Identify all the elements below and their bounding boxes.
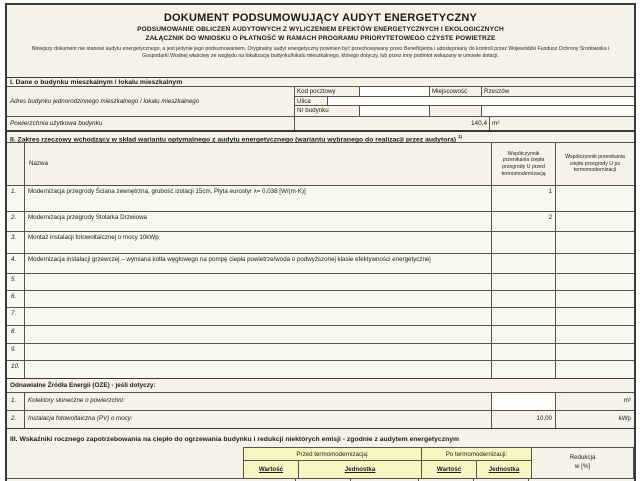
address-block — [7, 86, 634, 116]
row-number: 3. — [7, 232, 25, 253]
address-subtable — [295, 87, 634, 116]
table-row — [7, 360, 634, 378]
table-row — [7, 185, 634, 211]
row-name — [25, 274, 492, 290]
row-u-after — [556, 212, 634, 231]
street-field — [328, 97, 634, 106]
oze-row-number: 1. — [7, 393, 25, 410]
address-label: Adres budynku jednorodzinnego mieszkalnego / lokalu mieszkalnego — [7, 87, 295, 116]
document-subtitle-2: ZAŁĄCZNIK DO WNIOSKU O PŁATNOŚĆ W RAMACH PROGRAMU PRIORYTETOWEGO CZYSTE POWIETRZE — [145, 35, 496, 42]
indicators-table-header — [7, 447, 634, 478]
document-title: DOKUMENT PODSUMOWUJĄCY AUDYT ENERGETYCZNY — [163, 12, 478, 24]
row-name — [25, 344, 492, 360]
oze-row-value: 10,00 — [492, 411, 556, 428]
row-u-before — [492, 291, 556, 307]
before-value-header: Wartość — [244, 461, 299, 478]
col-u-before-header: Współczynnik przenikania ciepła przegrody U przed termomodernizacją — [492, 143, 556, 185]
col-name-header: Nazwa — [25, 143, 492, 185]
building-no-spacer-cell — [430, 106, 482, 116]
disclaimer-text: Niniejszy dokument nie stanowi audytu energetycznego, a jest jedynie jego podsumowaniem. Oryginalny audyt energetyczny powinien być przechowywany przez Beneficjenta i udostępniany do kontroli przez Wojewódzki Fundusz Ochrony Środowiska i Gospodarki Wodnej właściwy ze względu na lokalizację budynku/lokalu mieszkalnego, którego dotyczy, lub przez inny podmiot wskazany w umowie dotacji. — [31, 46, 610, 60]
table-row — [7, 343, 634, 360]
row-name: Modernizacja instalacji grzewczej – wymiana kotła węglowego na pompę ciepła powietrze/woda o podwyższonej klasie efektywności energetycznej — [25, 254, 492, 273]
section-2-title — [7, 130, 634, 142]
row-u-after — [556, 254, 634, 273]
address-row-postal — [295, 87, 634, 97]
row-u-after — [556, 291, 634, 307]
row-u-before: 1 — [492, 186, 556, 211]
after-value-header: Wartość — [422, 461, 477, 478]
oze-row-unit: kWp — [618, 415, 631, 422]
row-name: Modernizacja przegrody Stolarka Drzwiowa — [25, 212, 492, 231]
row-u-before: 2 — [492, 212, 556, 231]
before-group — [244, 448, 422, 478]
row-u-after — [556, 232, 634, 253]
row-u-after — [556, 361, 634, 378]
row-number: 9. — [7, 344, 25, 360]
oze-row-number: 2. — [7, 411, 25, 428]
row-number: 8. — [7, 326, 25, 343]
table-row — [7, 231, 634, 253]
oze-section-title: Odnawialne Źródła Energii (OZE) - jeśli dotyczy: — [7, 378, 634, 392]
table-row — [7, 307, 634, 325]
document-subtitle-1: PODSUMOWANIE OBLICZEŃ AUDYTOWYCH Z WYLICZENIEM EFEKTÓW ENERGETYCZNYCH I EKOLOGICZNYCH — [137, 26, 504, 33]
row-number: 6. — [7, 291, 25, 307]
building-no-label: Nr budynku — [295, 106, 360, 116]
row-u-before — [492, 254, 556, 273]
postal-code-label: Kod pocztowy — [295, 87, 360, 96]
row-u-before — [492, 232, 556, 253]
row-u-after — [556, 186, 634, 211]
indicators-header-block — [243, 447, 634, 478]
table-row — [7, 290, 634, 307]
street-label: Ulica — [295, 97, 328, 106]
city-field: Rzeszów — [484, 88, 510, 95]
table-row — [7, 211, 634, 231]
reduction-unit-label: w [%] — [574, 463, 591, 470]
row-name — [25, 291, 492, 307]
row-number: 5. — [7, 274, 25, 290]
row-number: 10. — [7, 361, 25, 378]
after-unit-header: Jednostka — [477, 461, 532, 478]
after-retrofit-header: Po termomodernizacji: — [422, 448, 532, 460]
row-name: Modernizacja przegrody Ściana zewnętrzna, grubość izolacji 15cm, Płyta eurostyr λ= 0,038 [W/(m·K)] — [25, 186, 492, 211]
row-u-after — [556, 308, 634, 325]
row-number: 1. — [7, 186, 25, 211]
table-row — [7, 273, 634, 290]
row-u-after — [556, 326, 634, 343]
postal-code-field — [360, 87, 430, 96]
building-no-extra-field — [482, 106, 634, 116]
address-row-building — [295, 106, 634, 116]
oze-row — [7, 392, 634, 410]
address-row-street — [295, 97, 634, 107]
measures-table-header — [7, 142, 634, 185]
section-1-title: I. Dane o budynku mieszkalnym / lokalu mieszkalnym — [7, 77, 634, 86]
section-2-title-text: II. Zakres rzeczowy wchodzący w skład wariantu optymalnego z audytu energetycznego (wariantu wybranego do realizacji przez audytora) — [10, 136, 457, 144]
row-u-after — [556, 274, 634, 290]
reduction-header — [532, 448, 633, 478]
row-u-after — [556, 344, 634, 360]
table-row — [7, 325, 634, 343]
form-header — [7, 5, 634, 77]
oze-row-name: Instalacja fotowoltaiczna (PV) o mocy: — [25, 411, 492, 428]
col-u-after-header: Współczynnik przenikania ciepła przegrody U po termomodernizacji — [565, 153, 625, 174]
before-retrofit-header: Przed termomodernizacją: — [244, 448, 422, 460]
row-number: 2. — [7, 212, 25, 231]
oze-row-unit: m² — [623, 397, 631, 404]
reduction-label: Redukcja — [569, 454, 596, 462]
row-number: 7. — [7, 308, 25, 325]
row-u-before — [492, 326, 556, 343]
usable-area-label: Powierzchnia użytkowa budynku — [7, 117, 295, 130]
after-group — [422, 448, 532, 478]
building-no-field — [360, 106, 430, 116]
oze-row-value — [492, 393, 556, 410]
oze-row-name: Kolektory słoneczne o powierzchni: — [25, 393, 492, 410]
section-3-title: III. Wskaźniki rocznego zapotrzebowania na ciepło do ogrzewania budynku i redukcji niektórych emisji - zgodnie z audytem energetycznym — [7, 428, 634, 447]
row-number: 4. — [7, 254, 25, 273]
row-name — [25, 308, 492, 325]
row-u-before — [492, 308, 556, 325]
usable-area-value: 140,4 — [295, 117, 490, 130]
col-number-header — [7, 143, 25, 185]
indicators-left-spacer — [7, 447, 243, 478]
row-u-before — [492, 361, 556, 378]
row-u-before — [492, 344, 556, 360]
usable-area-unit: m² — [492, 120, 500, 127]
audit-summary-form — [5, 3, 636, 481]
row-u-before — [492, 274, 556, 290]
footnote-marker: 1) — [457, 134, 462, 139]
row-name — [25, 326, 492, 343]
oze-row — [7, 410, 634, 428]
before-unit-header: Jednostka — [299, 461, 422, 478]
city-label: Miejscowość — [430, 87, 482, 96]
table-row — [7, 253, 634, 273]
row-name — [25, 361, 492, 378]
row-name: Montaż instalacji fotowoltaicznej o mocy 10kWp — [25, 232, 492, 253]
usable-area-row — [7, 116, 634, 130]
